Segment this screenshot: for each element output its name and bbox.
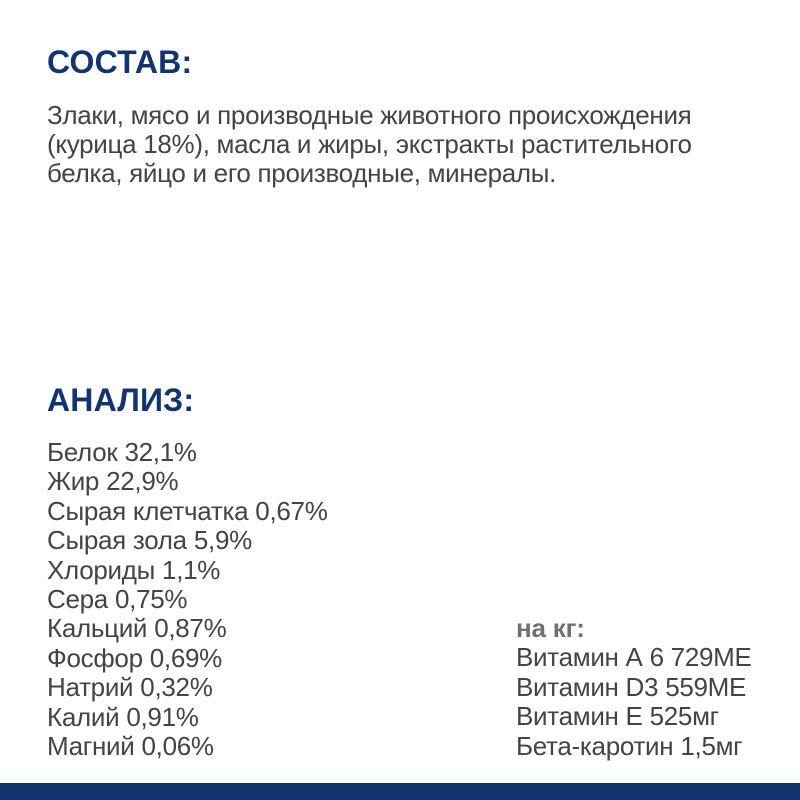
vitamin-item xyxy=(516,673,752,702)
vitamin-item xyxy=(516,732,752,761)
vitamin-item xyxy=(516,643,752,672)
analysis-item-value: 0,91% xyxy=(126,701,199,732)
vitamin-item xyxy=(516,702,752,731)
composition-heading: СОСТАВ: xyxy=(47,44,193,80)
vitamin-item-name: Бета-каротин xyxy=(516,730,674,761)
analysis-item xyxy=(47,438,328,467)
analysis-item-value: 5,9% xyxy=(193,525,252,556)
analysis-item-name: Сера xyxy=(47,584,108,615)
analysis-item-name: Хлориды xyxy=(47,554,156,585)
analysis-item xyxy=(47,703,328,732)
analysis-item-name: Кальций xyxy=(47,613,148,644)
analysis-item-name: Жир xyxy=(47,466,100,497)
per-kg-label: на кг: xyxy=(516,613,585,643)
analysis-item xyxy=(47,585,328,614)
vitamin-item-value: 559МЕ xyxy=(665,671,747,702)
analysis-item-name: Белок xyxy=(47,437,118,467)
analysis-item xyxy=(47,467,328,496)
analysis-list xyxy=(47,438,328,761)
analysis-item-value: 0,06% xyxy=(141,731,214,762)
analysis-item-value: 0,32% xyxy=(140,672,213,703)
analysis-item-name: Сырая зола xyxy=(47,525,187,556)
analysis-item-value: 0,67% xyxy=(255,495,328,526)
analysis-item xyxy=(47,614,328,643)
composition-text xyxy=(47,101,692,188)
analysis-item-name: Калий xyxy=(47,701,120,732)
analysis-item-value: 0,69% xyxy=(149,642,222,673)
vitamin-item-name: Витамин D3 xyxy=(516,671,659,702)
analysis-heading: АНАЛИЗ: xyxy=(47,382,195,418)
analysis-item xyxy=(47,673,328,702)
analysis-item-value: 0,87% xyxy=(154,613,227,644)
analysis-item-value: 32,1% xyxy=(124,437,197,467)
analysis-item xyxy=(47,556,328,585)
analysis-item xyxy=(47,497,328,526)
vitamin-item-value: 6 729МЕ xyxy=(649,642,752,673)
analysis-item xyxy=(47,644,328,673)
analysis-item-value: 22,9% xyxy=(106,466,179,497)
analysis-item-name: Фосфор xyxy=(47,642,143,673)
analysis-item-name: Магний xyxy=(47,731,135,762)
per-kg-block xyxy=(516,614,752,761)
vitamin-item-value: 1,5мг xyxy=(680,730,743,761)
composition-line: белка, яйцо и его производные, минералы. xyxy=(47,158,557,188)
composition-line: (курица 18%), масла и жиры, экстракты растительного xyxy=(47,129,692,159)
footer-brand-bar xyxy=(0,783,800,800)
vitamin-item-value: 525мг xyxy=(649,701,719,732)
vitamin-item-name: Витамин А xyxy=(516,642,643,673)
analysis-item-name: Сырая клетчатка xyxy=(47,495,249,526)
analysis-item-value: 0,75% xyxy=(114,584,188,615)
analysis-item-value: 1,1% xyxy=(162,554,221,585)
vitamin-item-name: Витамин Е xyxy=(516,701,643,732)
analysis-item-name: Натрий xyxy=(47,672,134,703)
analysis-item xyxy=(47,526,328,555)
composition-line: Злаки, мясо и производные животного происхождения xyxy=(47,100,692,130)
analysis-item xyxy=(47,732,328,761)
